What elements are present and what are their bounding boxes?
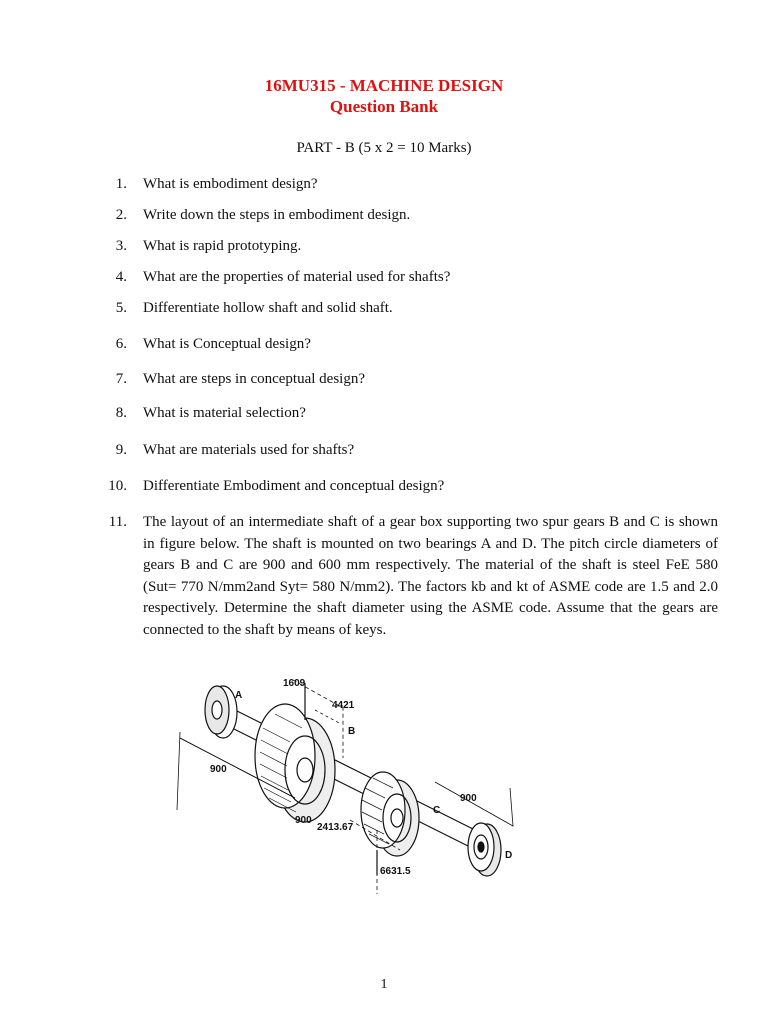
question-text: What is rapid prototyping. — [143, 238, 302, 254]
force-label-2413: 2413.67 — [317, 822, 354, 833]
force-label-1609: 1609 — [283, 678, 306, 689]
question-number: 8. — [115, 405, 127, 421]
question-number: 4. — [115, 269, 127, 285]
gear-c-label: C — [433, 805, 441, 816]
question-text: Differentiate hollow shaft and solid shaft. — [143, 300, 393, 316]
question-number: 9. — [115, 442, 127, 458]
question-number: 6. — [115, 336, 127, 352]
question-text: What is Conceptual design? — [143, 336, 311, 352]
gear-b-label: B — [348, 726, 356, 737]
document-subtitle: Question Bank — [329, 97, 439, 116]
shaft-layout-figure — [165, 670, 535, 895]
part-heading: PART - B (5 x 2 = 10 Marks) — [296, 140, 472, 156]
question-number: 3. — [115, 238, 127, 254]
dimension-label-900-right: 900 — [460, 793, 477, 804]
bearing-d-label: D — [505, 850, 513, 861]
question-text: Differentiate Embodiment and conceptual design? — [143, 478, 445, 494]
question-text: What is embodiment design? — [143, 176, 318, 192]
dimension-label-900-center: 900 — [295, 815, 312, 826]
document-title: 16MU315 - MACHINE DESIGN — [264, 76, 504, 95]
bearing-a-label: A — [235, 690, 243, 701]
question-number: 7. — [115, 371, 127, 387]
question-text: Write down the steps in embodiment design. — [143, 207, 411, 223]
question-number: 11. — [108, 514, 127, 530]
force-label-4421: 4421 — [332, 700, 355, 711]
question-number: 5. — [115, 300, 127, 316]
question-number: 2. — [115, 207, 127, 223]
dimension-label-900-left: 900 — [210, 764, 227, 775]
force-label-6631: 6631.5 — [380, 866, 411, 877]
question-number: 10. — [108, 478, 127, 494]
question-text: What are steps in conceptual design? — [143, 371, 365, 387]
question-text: What are the properties of material used for shafts? — [143, 269, 451, 285]
question-text: What are materials used for shafts? — [143, 442, 355, 458]
question-text: What is material selection? — [143, 405, 306, 421]
page-number: 1 — [380, 977, 388, 992]
question-number: 1. — [115, 176, 127, 192]
question-text: The layout of an intermediate shaft of a gear box supporting two spur gears B and C is shown in figure below. The shaft is mounted on two bearings A and D. The pitch circle diameters of gears B and C are 900 and 600 mm respectively. The material of the shaft is steel FeE 580 (Sut= 770 N/mm2and Syt= 580 N/mm2). The factors kb and kt of ASME code are 1.5 and 2.0 respectively. Determine the shaft diameter using the ASME code. Assume that the gears are connected to the shaft by means of keys. — [143, 514, 718, 638]
